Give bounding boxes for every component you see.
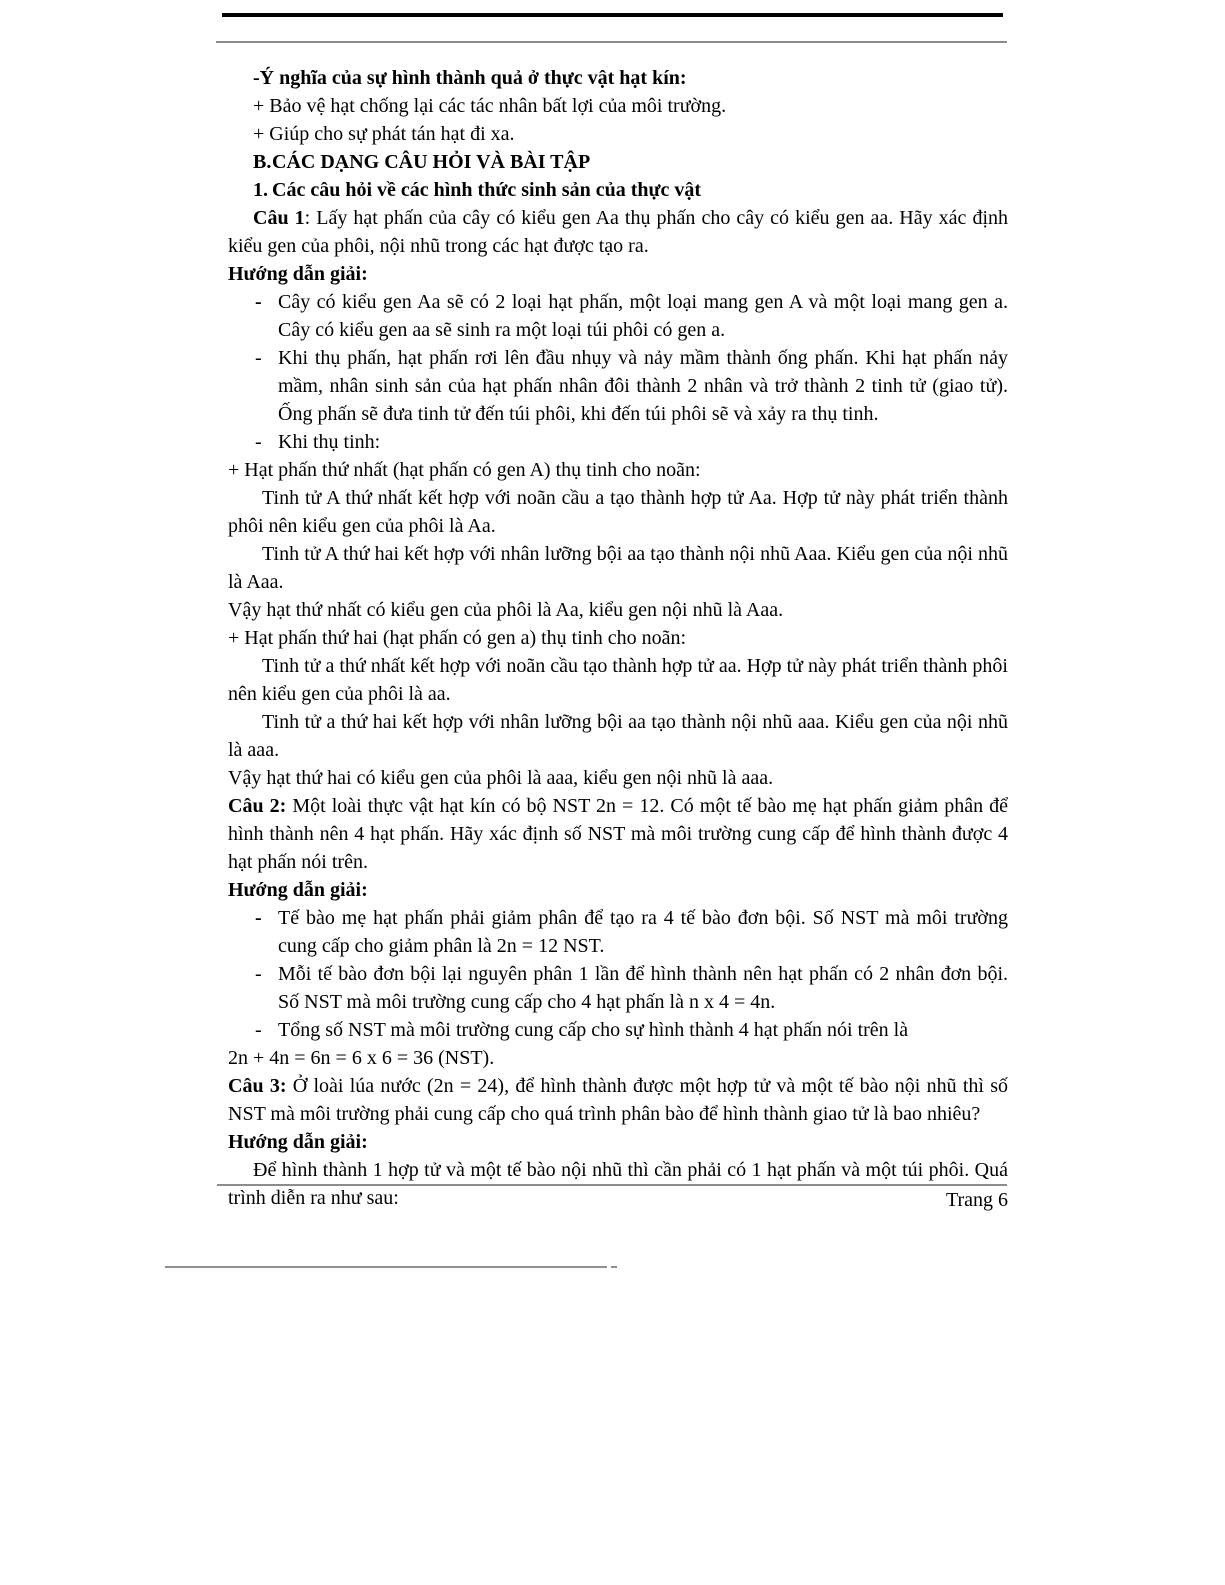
question-3-label: Câu 3: bbox=[228, 1075, 287, 1097]
bullet-mitosis-text: Mỗi tế bào đơn bội lại nguyên phân 1 lần để hình thành nên hạt phấn có 2 nhân đơn bội. Số NST mà môi trường cung cấp cho 4 hạt phấn là n x 4 = 4n. bbox=[278, 963, 1008, 1013]
question-3-text: Ở loài lúa nước (2n = 24), để hình thành được một hợp tử và một tế bào nội nhũ thì số NST mà môi trường phải cung cấp cho quá trình phân bào để hình thành giao tử là bao nhiêu? bbox=[228, 1075, 1008, 1125]
guide-heading-q1: Hướng dẫn giải: bbox=[228, 263, 368, 285]
bullet-total-text: Tổng số NST mà môi trường cung cấp cho sự hình thành 4 hạt phấn nói trên là bbox=[278, 1019, 909, 1041]
bullet-meiosis-text: Tế bào mẹ hạt phấn phải giảm phân để tạo ra 4 tế bào đơn bội. Số NST mà môi trường cung cấp cho giảm phân là 2n = 12 NST. bbox=[278, 907, 1008, 957]
header-rule-thin bbox=[216, 41, 1007, 43]
question-2 bbox=[228, 792, 1008, 876]
dash-marker: - bbox=[255, 431, 262, 453]
bullet-mitosis bbox=[228, 960, 1008, 1016]
equation-line: 2n + 4n = 6n = 6 x 6 = 36 (NST). bbox=[228, 1047, 495, 1069]
document-body bbox=[228, 64, 1008, 1212]
dash-marker: - bbox=[255, 907, 262, 929]
first-pollen-heading: + Hạt phấn thứ nhất (hạt phấn có gen A) thụ tinh cho noãn: bbox=[228, 459, 701, 481]
question-2-label: Câu 2: bbox=[228, 795, 287, 817]
bullet-total bbox=[228, 1016, 1008, 1044]
bullet-meiosis bbox=[228, 904, 1008, 960]
dash-marker: - bbox=[255, 347, 262, 369]
section-b-title: CÁC DẠNG CÂU HỎI VÀ BÀI TẬP bbox=[272, 151, 591, 173]
question-1 bbox=[228, 204, 1008, 260]
question-1-text: : Lấy hạt phấn của cây có kiểu gen Aa thụ phấn cho cây có kiểu gen aa. Hãy xác định kiểu gen của phôi, nội nhũ trong các hạt được tạo ra. bbox=[228, 207, 1008, 257]
bullet-fertilization bbox=[228, 428, 1008, 456]
question-2-text: Một loài thực vật hạt kín có bộ NST 2n = 12. Có một tế bào mẹ hạt phấn giảm phân để hình thành nên 4 hạt phấn. Hãy xác định số NST mà môi trường cung cấp để hình thành được 4 hạt phấn nói trên. bbox=[228, 795, 1009, 873]
bullet-pollination-text: Khi thụ phấn, hạt phấn rơi lên đầu nhụy và nảy mầm thành ống phấn. Khi hạt phấn nảy mầm, nhân sinh sản của hạt phấn nhân đôi thành 2 nhân và trở thành 2 tinh tử (giao tử). Ống phấn sẽ đưa tinh tử đến túi phôi, khi đến túi phôi sẽ và xảy ra thụ tinh. bbox=[278, 347, 1008, 425]
page-number: Trang 6 bbox=[945, 1189, 1008, 1211]
section-1-heading bbox=[228, 176, 1008, 204]
first-sperm-2: Tinh tử A thứ hai kết hợp với nhân lưỡng bội aa tạo thành nội nhũ Aaa. Kiểu gen của nội nhũ là Aaa. bbox=[228, 543, 1008, 593]
second-sperm-2: Tinh tử a thứ hai kết hợp với nhân lưỡng bội aa tạo thành nội nhũ aaa. Kiểu gen của nội nhũ là aaa. bbox=[228, 711, 1008, 761]
dash-marker: - bbox=[255, 1019, 262, 1041]
guide-heading-q2: Hướng dẫn giải: bbox=[228, 879, 368, 901]
section-1-number: 1. bbox=[253, 179, 268, 201]
q3-answer-intro: Để hình thành 1 hợp tử và một tế bào nội nhũ thì cần phải có 1 hạt phấn và một túi phôi. Quá trình diễn ra như sau: bbox=[228, 1159, 1008, 1209]
bullet-pollination bbox=[228, 344, 1008, 428]
guide-heading-q3: Hướng dẫn giải: bbox=[228, 1131, 368, 1153]
dash-marker: - bbox=[255, 291, 262, 313]
second-pollen-heading: + Hạt phấn thứ hai (hạt phấn có gen a) thụ tinh cho noãn: bbox=[228, 627, 687, 649]
bottom-partial-rule-tick bbox=[611, 1266, 617, 1268]
section-b-heading bbox=[228, 148, 1008, 176]
header-rule-thick bbox=[222, 13, 1003, 17]
bullet-pollen-types-text: Cây có kiểu gen Aa sẽ có 2 loại hạt phấn, một loại mang gen A và một loại mang gen a. Cây có kiểu gen aa sẽ sinh ra một loại túi phôi có gen a. bbox=[278, 291, 1008, 341]
dash-marker: - bbox=[255, 963, 262, 985]
first-sperm-1: Tinh tử A thứ nhất kết hợp với noãn cầu a tạo thành hợp tử Aa. Hợp tử này phát triển thành phôi nên kiểu gen của phôi là Aa. bbox=[228, 487, 1008, 537]
meaning-heading: -Ý nghĩa của sự hình thành quả ở thực vật hạt kín: bbox=[253, 67, 687, 89]
footer-rule bbox=[217, 1184, 1007, 1186]
second-sperm-1: Tinh tử a thứ nhất kết hợp với noãn cầu tạo thành hợp tử aa. Hợp tử này phát triển thành phôi nên kiểu gen của phôi là aa. bbox=[228, 655, 1008, 705]
bullet-pollen-types bbox=[228, 288, 1008, 344]
seed-protection-point: + Bảo vệ hạt chống lại các tác nhân bất lợi của môi trường. bbox=[253, 95, 727, 117]
first-seed-conclusion: Vậy hạt thứ nhất có kiểu gen của phôi là Aa, kiểu gen nội nhũ là Aaa. bbox=[228, 599, 784, 621]
question-3 bbox=[228, 1072, 1008, 1128]
section-b-number: B. bbox=[253, 151, 272, 173]
bottom-partial-rule bbox=[165, 1266, 607, 1268]
question-1-label: Câu 1 bbox=[253, 207, 305, 229]
section-1-title: Các câu hỏi về các hình thức sinh sản của thực vật bbox=[272, 179, 702, 201]
seed-dispersal-point: + Giúp cho sự phát tán hạt đi xa. bbox=[253, 123, 515, 145]
bullet-fertilization-text: Khi thụ tinh: bbox=[278, 431, 381, 453]
second-seed-conclusion: Vậy hạt thứ hai có kiểu gen của phôi là aaa, kiểu gen nội nhũ là aaa. bbox=[228, 767, 774, 789]
